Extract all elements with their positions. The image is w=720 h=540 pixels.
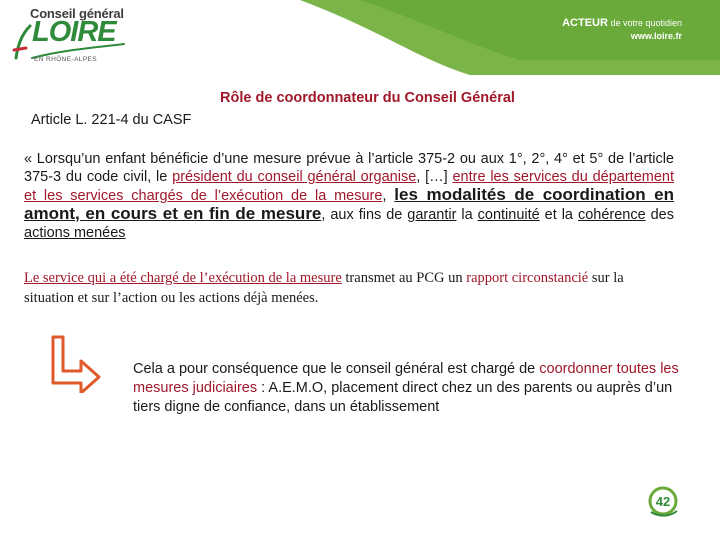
quote-part: la	[456, 207, 478, 223]
consequence-paragraph	[133, 360, 693, 417]
slide-subtitle: Article L. 221-4 du CASF	[31, 112, 192, 128]
quote-highlight-actions: actions menées	[24, 225, 126, 241]
transmit-highlight-rapport: rapport circonstancié	[466, 270, 589, 286]
consequence-part: : A.E.M.O, placement direct chez un des parents ou auprès d’un tiers digne de confiance, dans un établissement	[133, 380, 673, 415]
quote-part: « Lorsqu’un enfant bénéficie d’une mesure prévue à l’article 375-2 ou aux 1°, 2°, 4° et 5° de l’article 375-3 du code civil, le	[24, 151, 674, 185]
logo-main-text: LOIRE	[32, 16, 116, 48]
down-right-arrow-icon	[45, 333, 105, 393]
quote-part: , aux fins de	[321, 207, 408, 223]
quote-highlight-modalites: les modalités de coordination en amont, en cours et en fin de mesure	[24, 185, 674, 223]
logo-sub-text: EN RHÔNE-ALPES	[34, 56, 98, 63]
quote-highlight-services: entre les services du département et les services chargés de l’exécution de la mesure	[24, 169, 675, 204]
quote-part: , […]	[416, 169, 453, 185]
transmit-part: sur la situation et sur l’action ou les actions déjà menées.	[24, 270, 624, 306]
tagline-bold: ACTEUR	[562, 17, 608, 29]
logo-top-text: Conseil général	[30, 6, 124, 21]
transmission-paragraph	[24, 268, 674, 308]
tagline-rest: de votre quotidien	[607, 18, 682, 28]
quote-highlight-coherence: cohérence	[577, 207, 646, 223]
quote-part: et la	[539, 207, 578, 223]
consequence-part: Cela a pour conséquence que le conseil général est chargé de	[133, 361, 540, 377]
badge-number: 42	[655, 494, 671, 509]
quote-part: ,	[382, 188, 395, 204]
transmit-part: transmet au PCG un	[341, 270, 467, 286]
loire-42-badge-icon	[645, 486, 681, 518]
tagline-url[interactable]: www.loire.fr	[630, 31, 682, 41]
slide-title: Rôle de coordonnateur du Conseil Général	[220, 90, 515, 106]
quote-part: des	[645, 207, 674, 223]
conseil-general-loire-logo[interactable]	[12, 6, 142, 70]
tagline	[562, 17, 682, 41]
transmit-highlight-service: Le service qui a été chargé de l’exécution de la mesure	[24, 270, 342, 286]
article-quote	[24, 150, 674, 242]
quote-highlight-president: président du conseil général organise	[172, 169, 417, 185]
tagline-line1	[562, 17, 682, 29]
consequence-highlight: coordonner toutes les mesures judiciaires	[133, 361, 679, 396]
page-header	[0, 0, 720, 75]
quote-highlight-continuite: continuité	[477, 207, 540, 223]
quote-highlight-garantir: garantir	[407, 207, 457, 223]
